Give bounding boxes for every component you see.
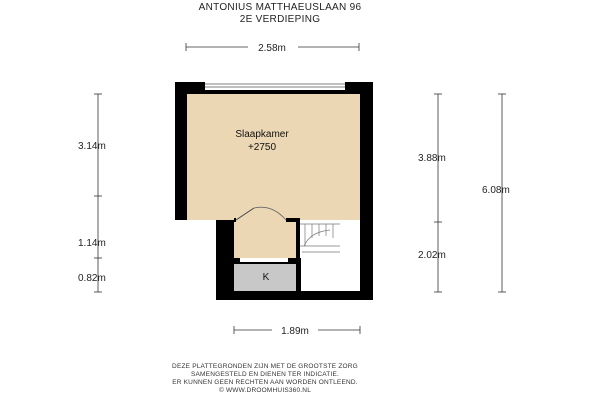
wall-hall-stairs: [296, 222, 300, 248]
disclaimer: [100, 363, 430, 395]
wall-bottom: [216, 291, 373, 300]
dim-top-width: 2.58m: [258, 43, 286, 54]
dim-left-bedroom: 3.14m: [78, 141, 106, 152]
dim-right-total: 6.08m: [482, 185, 510, 196]
wall-storage-right: [296, 258, 301, 292]
bedroom-floor: [187, 94, 360, 220]
disclaimer-line-4: © WWW.DROOMHUIS360.NL: [218, 387, 312, 394]
bedroom-height: +2750: [247, 142, 277, 153]
floor-title: 2E VERDIEPING: [239, 14, 321, 25]
dim-right-upper: 3.88m: [418, 153, 446, 164]
storage-label: K: [262, 272, 270, 283]
dim-right-lower: 2.02m: [418, 250, 446, 261]
hall-floor: [234, 220, 296, 258]
address-title: ANTONIUS MATTHAEUSLAAN 96: [198, 2, 362, 13]
dim-bottom-width: 1.89m: [281, 326, 309, 337]
bedroom-name: Slaapkamer: [235, 129, 289, 140]
stair-landing: [301, 248, 360, 291]
wall-right-lower: [360, 248, 373, 300]
dim-left-hall: 1.14m: [78, 238, 106, 249]
door-storage-gap: [240, 258, 288, 262]
dim-left-storage: 0.82m: [78, 273, 106, 284]
outside-void: [175, 220, 216, 300]
disclaimer-line-3: ER KUNNEN GEEN RECHTEN AAN WORDEN ONTLEEND.: [172, 379, 358, 386]
wall-left-lower: [216, 220, 234, 300]
window-top: [205, 82, 345, 90]
disclaimer-line-2: SAMENGESTELD EN DIENEN TER INDICATIE.: [190, 371, 340, 378]
disclaimer-line-1: DEZE PLATTEGRONDEN ZIJN MET DE GROOTSTE ZORG: [172, 363, 358, 370]
